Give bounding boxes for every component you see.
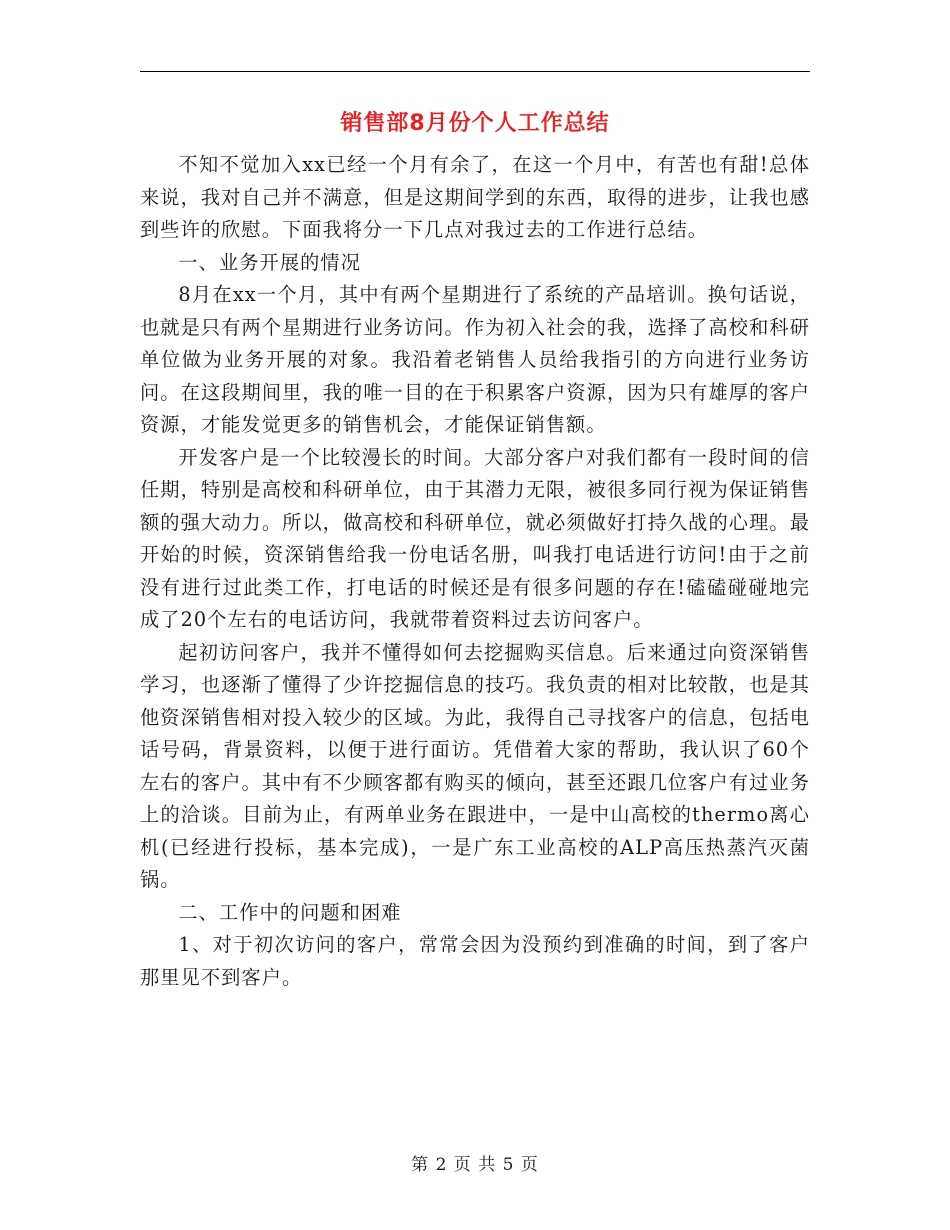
paragraph-intro: 不知不觉加入xx已经一个月有余了，在这一个月中，有苦也有甜!总体来说，我对自己并不满意，但是这期间学到的东西，取得的进步，让我也感到些许的欣慰。下面我将分一下几点对我过去的工作进行总结。 <box>140 153 810 241</box>
document-title: 销售部8月份个人工作总结 <box>340 111 610 136</box>
paragraph-customer-visits: 起初访问客户，我并不懂得如何去挖掘购买信息。后来通过向资深销售学习，也逐渐了懂得了少许挖掘信息的技巧。我负责的相对比较散，也是其他资深销售相对投入较少的区域。为此，我得自己寻找客户的信息，包括电话号码，背景资料，以便于进行面访。凭借着大家的帮助，我认识了60个左右的客户。其中有不少顾客都有购买的倾向，甚至还跟几位客户有过业务上的洽谈。目前为止，有两单业务在跟进中，一是中山高校的thermo离心机(已经进行投标，基本完成)，一是广东工业高校的ALP高压热蒸汽灭菌锅。 <box>140 640 810 891</box>
paragraph-problem-1: 1、对于初次访问的客户，常常会因为没预约到准确的时间，到了客户那里见不到客户。 <box>140 933 810 989</box>
paragraph-customer-development: 开发客户是一个比较漫长的时间。大部分客户对我们都有一段时间的信任期，特别是高校和科研单位，由于其潜力无限，被很多同行视为保证销售额的强大动力。所以，做高校和科研单位，就必须做好打持久战的心理。最开始的时候，资深销售给我一份电话名册，叫我打电话进行访问!由于之前没有进行过此类工作，打电话的时候还是有很多问题的存在!磕磕碰碰地完成了20个左右的电话访问，我就带着资料过去访问客户。 <box>140 445 810 631</box>
section-heading-problems: 二、工作中的问题和困难 <box>178 900 402 924</box>
paragraph-business-overview: 8月在xx一个月，其中有两个星期进行了系统的产品培训。换句话说，也就是只有两个星期进行业务访问。作为初入社会的我，选择了高校和科研单位做为业务开展的对象。我沿着老销售人员给我指引的方向进行业务访问。在这段期间里，我的唯一目的在于积累客户资源，因为只有雄厚的客户资源，才能发觉更多的销售机会，才能保证销售额。 <box>140 283 810 436</box>
page-number-footer: 第 2 页 共 5 页 <box>411 1155 539 1175</box>
document-body <box>140 149 810 994</box>
section-heading-business: 一、业务开展的情况 <box>178 250 361 274</box>
header-rule <box>140 71 810 72</box>
